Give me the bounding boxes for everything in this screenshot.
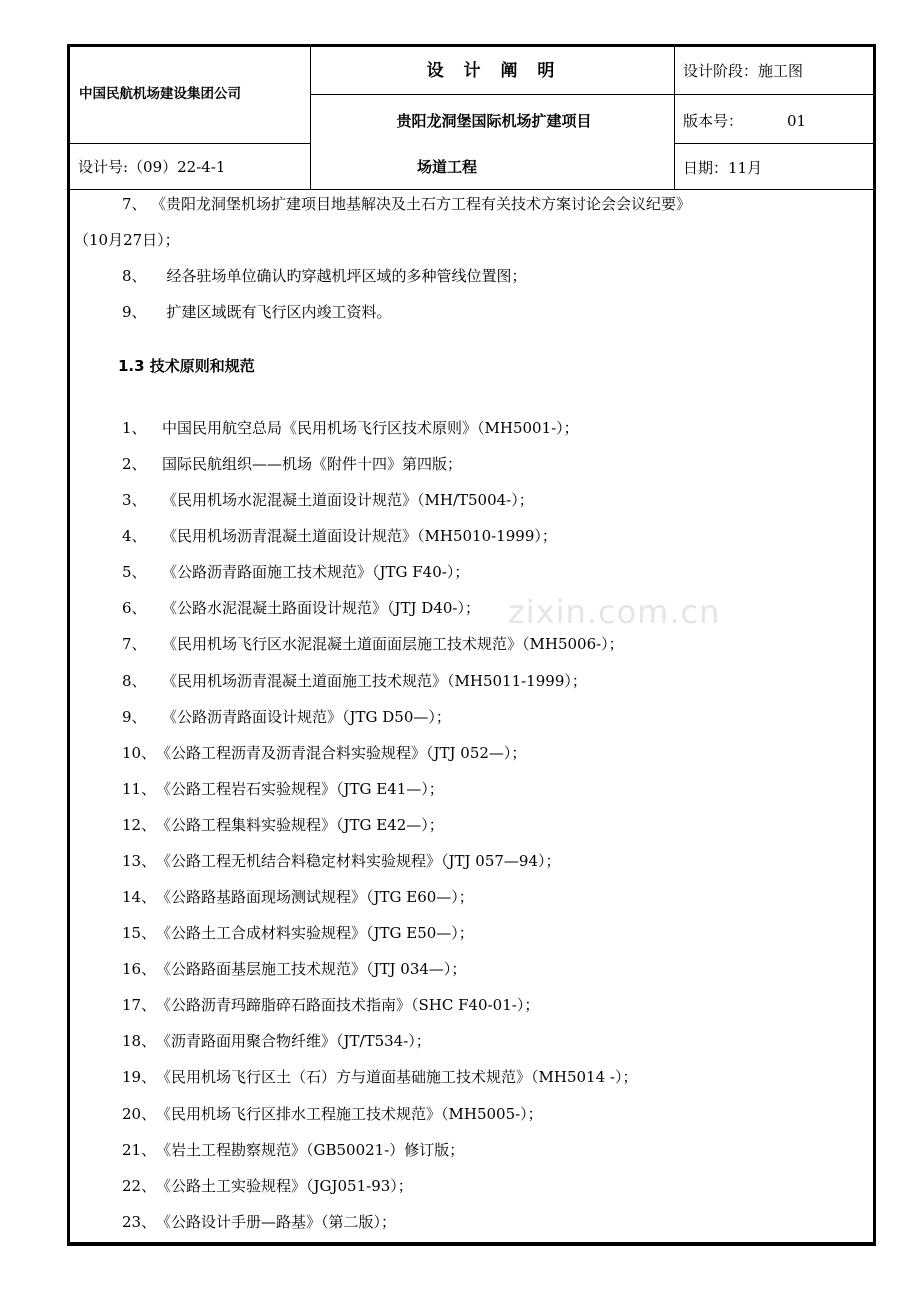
standard-item	[122, 887, 474, 907]
standard-number: 4、	[122, 527, 147, 545]
standard-text: 《公路土工合成材料实验规程》（JTG E50—）；	[156, 924, 474, 942]
list-item: 9、 扩建区域既有飞行区内竣工资料。	[122, 303, 392, 321]
watermark: zixin.com.cn	[508, 593, 721, 631]
standard-item	[122, 634, 624, 654]
standard-item	[122, 1031, 431, 1051]
standard-item	[122, 1176, 413, 1196]
standard-number: 14、	[122, 888, 157, 906]
standard-number: 12、	[122, 816, 157, 834]
standard-item	[122, 490, 534, 510]
standard-number: 19、	[122, 1068, 157, 1086]
list-item: 7、 《贵阳龙洞堡机场扩建项目地基解决及土石方工程有关技术方案讨论会会议纪要》	[122, 195, 692, 213]
standard-text: 《公路沥青玛蹄脂碎石路面技术指南》（SHC F40-01-）；	[156, 996, 540, 1014]
design-stage: 设计阶段：施工图	[683, 61, 804, 80]
standard-number: 23、	[122, 1213, 157, 1231]
standard-number: 16、	[122, 960, 157, 978]
standard-item	[122, 1104, 543, 1124]
standard-number: 17、	[122, 996, 157, 1014]
standard-text: 《民用机场飞行区水泥混凝土道面面层施工技术规范》（MH5006-）；	[162, 635, 624, 653]
version-value: 01	[787, 111, 807, 130]
standard-text: 《公路沥青路面施工技术规范》（JTG F40-）；	[162, 563, 470, 581]
standard-text: 《民用机场飞行区土（石）方与道面基础施工技术规范》（MH5014 -）；	[156, 1068, 638, 1086]
standard-item	[122, 995, 539, 1015]
version-label: 版本号：	[683, 111, 744, 130]
standard-number: 13、	[122, 852, 157, 870]
standard-number: 10、	[122, 744, 157, 762]
standard-item	[122, 1067, 637, 1087]
list-item-continuation: （10月27日）；	[74, 231, 180, 249]
list-item: 8、 经各驻场单位确认旳穿越机坪区域的多种管线位置图；	[122, 267, 527, 285]
standard-text: 《民用机场飞行区排水工程施工技术规范》（MH5005-）；	[156, 1105, 543, 1123]
standard-item	[122, 779, 444, 799]
standard-text: 《民用机场沥青混凝土道面设计规范》（MH5010-1999）；	[162, 527, 557, 545]
standard-item	[122, 562, 469, 582]
standard-number: 11、	[122, 780, 157, 798]
standard-number: 22、	[122, 1177, 157, 1195]
standard-text: 国际民航组织——机场《附件十四》第四版；	[162, 455, 463, 473]
standard-item	[122, 598, 480, 618]
standard-item	[122, 743, 526, 763]
standard-text: 《公路路基路面现场测试规程》（JTG E60—）；	[156, 888, 474, 906]
standard-item	[122, 815, 444, 835]
standard-number: 9、	[122, 708, 147, 726]
standard-number: 18、	[122, 1032, 157, 1050]
design-number: 设计号:（09）22-4-1	[78, 158, 226, 176]
version-info	[680, 97, 876, 144]
standard-item	[122, 707, 451, 727]
standard-item	[122, 1212, 396, 1232]
standard-text: 《公路工程岩石实验规程》（JTG E41—）；	[156, 780, 444, 798]
standard-number: 5、	[122, 563, 147, 581]
standard-item	[122, 526, 557, 546]
standard-text: 《公路设计手册—路基》（第二版）；	[156, 1213, 397, 1231]
standard-item	[122, 418, 579, 438]
standard-item	[122, 959, 466, 979]
standard-text: 《民用机场沥青混凝土道面施工技术规范》（MH5011-1999）；	[162, 672, 587, 690]
document-frame	[67, 44, 876, 1246]
standard-text: 《公路工程集料实验规程》（JTG E42—）；	[156, 816, 444, 834]
standard-item	[122, 454, 462, 474]
header-divider-v1	[310, 47, 311, 190]
standard-item	[122, 671, 587, 691]
standard-number: 20、	[122, 1105, 157, 1123]
standard-text: 《公路沥青路面设计规范》（JTG D50—）；	[162, 708, 451, 726]
section-heading: 1.3 技术原则和规范	[118, 357, 255, 375]
company-name: 中国民航机场建设集团公司	[79, 86, 241, 102]
issue-date: 日期：11月	[683, 158, 763, 177]
standard-number: 2、	[122, 455, 147, 473]
document-title: 设 计 阐 明	[426, 60, 562, 81]
standard-number: 3、	[122, 491, 147, 509]
standard-item	[122, 1140, 464, 1160]
standard-item	[122, 851, 561, 871]
standard-text: 《公路水泥混凝土路面设计规范》（JTJ D40-）；	[162, 599, 480, 617]
standard-number: 21、	[122, 1141, 157, 1159]
standard-number: 15、	[122, 924, 157, 942]
standard-text: 《公路土工实验规程》（JGJ051-93）；	[156, 1177, 413, 1195]
standard-number: 8、	[122, 672, 147, 690]
header-divider-h1	[311, 94, 873, 95]
standard-text: 中国民用航空总局《民用机场飞行区技术原则》（MH5001-）；	[162, 419, 579, 437]
standard-text: 《沥青路面用聚合物纤维》（JT/T534-）；	[156, 1032, 431, 1050]
standard-text: 《民用机场水泥混凝土道面设计规范》（MH/T5004-）；	[162, 491, 534, 509]
standard-number: 6、	[122, 599, 147, 617]
standard-number: 1、	[122, 419, 147, 437]
standard-text: 《岩土工程勘察规范》（GB50021-）修订版；	[156, 1141, 465, 1159]
standard-text: 《公路路面基层施工技术规范》（JTJ 034—）；	[156, 960, 467, 978]
standard-item	[122, 923, 474, 943]
project-name: 贵阳龙洞堡国际机场扩建项目	[396, 111, 592, 130]
standard-number: 7、	[122, 635, 147, 653]
header-divider-v2	[674, 47, 675, 190]
standard-text: 《公路工程无机结合料稳定材料实验规程》（JTJ 057—94）；	[156, 852, 561, 870]
subproject-name: 场道工程	[417, 158, 478, 176]
standard-text: 《公路工程沥青及沥青混合料实验规程》（JTJ 052—）；	[156, 744, 527, 762]
